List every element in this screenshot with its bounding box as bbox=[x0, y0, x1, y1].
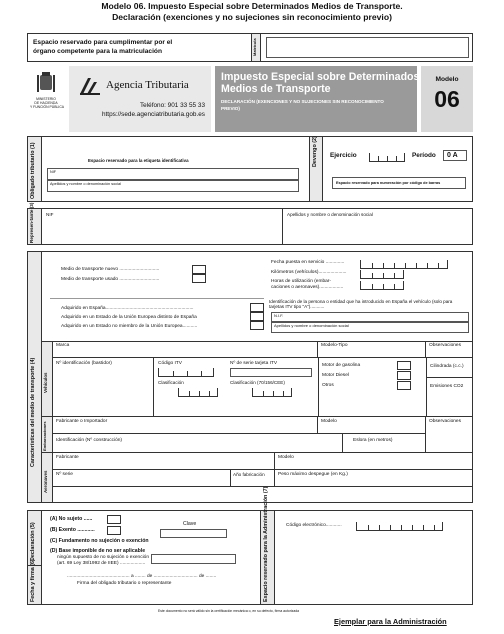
tax-banner-subtitle-line2: PREVIO) bbox=[221, 106, 240, 111]
nuevo-label: Medio de transporte nuevo .............................. bbox=[61, 267, 160, 272]
emisiones-label: Emisiones CO2 bbox=[430, 384, 464, 389]
caracteristicas-section-label: Características del medio de transporte (4) bbox=[30, 357, 36, 467]
serie-itv-label: Nº de serie tarjeta ITV bbox=[230, 361, 278, 366]
barcode-area bbox=[332, 177, 466, 189]
aeronave-peso-field[interactable] bbox=[275, 470, 472, 487]
aeronave-modelo-label: Modelo bbox=[278, 455, 294, 460]
horas-label: Horas de utilización (embar- bbox=[271, 279, 331, 284]
agency-url[interactable]: https://sede.agenciatributaria.gob.es bbox=[101, 111, 205, 118]
modelo-badge bbox=[421, 66, 473, 132]
fabricante-importador-field[interactable] bbox=[53, 417, 318, 434]
base-label-line3: (art. 69 Ley 38/1992 de IIEE) ................... bbox=[57, 561, 146, 566]
representante-section bbox=[27, 202, 473, 245]
eslora-field[interactable] bbox=[343, 434, 426, 452]
serie-itv-field[interactable] bbox=[230, 368, 312, 377]
periodo-field[interactable] bbox=[443, 150, 467, 161]
representante-name-label: Apellidos y nombre o denominación social bbox=[287, 212, 373, 217]
ministry-line1: MINISTERIO bbox=[36, 97, 56, 101]
usado-label: Medio de transporte usado .............................. bbox=[61, 277, 160, 282]
bastidor-label: Nº identificación (bastidor) bbox=[56, 361, 112, 366]
aeronave-serie-label: Nº serie bbox=[56, 472, 73, 477]
embarcaciones-group bbox=[42, 417, 472, 453]
fundamento-label: (C) Fundamento no sujeción o exención bbox=[50, 538, 149, 544]
modelo-tipo-label: Modelo-Tipo bbox=[321, 343, 348, 348]
clasificacion-field[interactable] bbox=[178, 388, 218, 397]
administracion-section-label: Espacio reservado para la Administración (7) bbox=[263, 486, 269, 602]
ident-nif-label: N.I.F. bbox=[274, 313, 284, 318]
matriculation-reserved-box bbox=[27, 33, 473, 62]
aeronave-ano-field[interactable] bbox=[231, 470, 275, 487]
adq-no-ue-checkbox[interactable] bbox=[250, 321, 264, 330]
otros-label: Otros bbox=[322, 383, 334, 388]
nuevo-checkbox[interactable] bbox=[192, 265, 206, 274]
usado-checkbox[interactable] bbox=[192, 274, 206, 283]
declaracion-tab bbox=[28, 511, 42, 566]
adq-espana-checkbox[interactable] bbox=[250, 303, 264, 312]
aeronaves-label: Aeronaves bbox=[43, 470, 48, 493]
footer-note: Este documento no será válido sin la certificación mecánica o, en su defecto, firma autorizada bbox=[158, 609, 299, 613]
construccion-field[interactable] bbox=[53, 434, 343, 452]
no-sujeto-checkbox[interactable] bbox=[107, 515, 121, 524]
ministry-line3: Y FUNCIÓN PÚBLICA bbox=[30, 105, 65, 109]
modelo-number: 06 bbox=[434, 86, 460, 112]
aeronave-ano-label: Año fabricación bbox=[233, 472, 265, 477]
representante-nif-field[interactable] bbox=[42, 209, 283, 244]
adq-ue-checkbox[interactable] bbox=[250, 312, 264, 321]
vehiculos-label: Vehículos bbox=[43, 372, 48, 393]
coat-of-arms-icon bbox=[37, 72, 55, 96]
exento-label: (B) Exento ............ bbox=[50, 527, 95, 533]
km-field[interactable] bbox=[360, 270, 404, 279]
codigo-electronico-field[interactable] bbox=[356, 522, 443, 531]
construccion-label: Identificación (Nº construcción) bbox=[56, 438, 123, 443]
base-label-line2: ningún supuesto de no sujeción o exención bbox=[57, 555, 150, 560]
devengo-section-label: Devengo (2) bbox=[312, 136, 318, 167]
matricula-field[interactable] bbox=[266, 37, 469, 58]
codigo-itv-label: Código ITV bbox=[158, 361, 182, 366]
firma-tab bbox=[28, 559, 42, 604]
firma-section-label: Fecha y firma (6) bbox=[30, 559, 36, 602]
obligado-name-label: Apellidos y nombre o denominación social bbox=[50, 182, 121, 186]
clasificacion-ce-field[interactable] bbox=[252, 388, 292, 397]
marca-label: Marca bbox=[56, 343, 70, 348]
caracteristicas-tab bbox=[28, 252, 42, 502]
embarcaciones-label: Embarcaciones bbox=[42, 421, 47, 451]
representante-tab bbox=[28, 202, 42, 244]
aeronave-modelo-field[interactable] bbox=[275, 453, 472, 470]
embarcaciones-tab bbox=[42, 417, 53, 452]
label-area-caption: Espacio reservado para la etiqueta identificativa bbox=[88, 158, 189, 163]
clave-label: Clave bbox=[183, 521, 197, 527]
diesel-label: Motor Diesel bbox=[322, 373, 349, 378]
embarcacion-observaciones-label: Observaciones bbox=[429, 419, 461, 424]
periodo-label: Período bbox=[412, 152, 436, 159]
embarcacion-modelo-label: Modelo bbox=[321, 419, 337, 424]
clasificacion-label: Clasificación bbox=[158, 380, 184, 385]
adq-ue-label: Adquirido en un Estado de la Unión Europea distinto de España bbox=[61, 315, 197, 320]
fabricante-importador-label: Fabricante o Importador bbox=[56, 419, 108, 424]
agency-phone: Teléfono: 901 33 55 33 bbox=[139, 102, 205, 109]
obligado-section bbox=[27, 136, 473, 202]
modelo-label: Modelo bbox=[435, 76, 459, 83]
motor-extra bbox=[426, 358, 472, 416]
bastidor-field[interactable] bbox=[53, 358, 154, 416]
divider bbox=[427, 377, 473, 378]
barcode-note: Espacio reservado para numeración por código de barras bbox=[336, 181, 441, 185]
clasificacion-ce-label: Clasificación (70/156/CEE) bbox=[230, 380, 285, 385]
aeronaves-tab bbox=[42, 453, 53, 502]
km-label: Kilómetros (vehículos)..................... bbox=[271, 270, 347, 275]
agency-logo-icon bbox=[80, 77, 100, 95]
ejercicio-field[interactable] bbox=[369, 153, 405, 162]
adq-espana-label: Adquirido en España.................................................................. bbox=[61, 306, 194, 311]
cilindrada-label: Cilindrada (c.c.) bbox=[430, 364, 464, 369]
modelo-tipo-field[interactable] bbox=[318, 342, 426, 358]
obligado-section-label: Obligado tributario (1) bbox=[30, 142, 36, 199]
reserved-text-line2: órgano competente para la matriculación bbox=[33, 48, 162, 55]
matricula-side-tab bbox=[251, 34, 261, 61]
aeronave-serie-field[interactable] bbox=[53, 470, 231, 487]
base-imponible-field[interactable] bbox=[151, 554, 236, 564]
no-sujeto-label: (A) No sujeto ...... bbox=[50, 516, 93, 522]
codigo-electronico-label: Código electrónico............ bbox=[286, 523, 342, 528]
marca-field[interactable] bbox=[53, 342, 318, 358]
otros-checkbox[interactable] bbox=[397, 381, 411, 390]
declaracion-section bbox=[27, 486, 473, 605]
ident-name-label: Apellidos y nombre o denominación social bbox=[274, 323, 349, 328]
ident-name-field[interactable] bbox=[271, 322, 469, 333]
representante-nif-label: NIF bbox=[46, 212, 54, 217]
base-label-line1: (D) Base imponible de no ser aplicable bbox=[50, 548, 146, 554]
matricula-label: Matrícula bbox=[252, 38, 257, 56]
obligado-nif-field[interactable] bbox=[47, 168, 299, 180]
tax-banner-title-line2: Medios de Transporte bbox=[221, 83, 331, 95]
ident-note: Identificación de la persona o entidad que ha introducido en España el vehículo (solo para tarjetas ITV tipo "A")........... bbox=[269, 299, 453, 310]
reserved-text-line1: Espacio reservado para cumplimentar por el bbox=[33, 39, 173, 46]
codigo-itv-field[interactable] bbox=[158, 368, 214, 377]
embarcacion-modelo-field[interactable] bbox=[318, 417, 426, 434]
administracion-tab bbox=[261, 486, 275, 604]
obligado-nif-label: NIF bbox=[50, 170, 57, 174]
divider bbox=[50, 298, 264, 299]
agency-panel bbox=[69, 66, 211, 132]
ministry-line2: DE HACIENDA bbox=[34, 101, 58, 105]
copy-label: Ejemplar para la Administración bbox=[334, 617, 447, 626]
caracteristicas-section bbox=[27, 251, 473, 503]
vehiculo-observaciones-field[interactable] bbox=[426, 342, 472, 358]
form-title-line2: Declaración (exenciones y no sujeciones sin reconocimiento previo) bbox=[112, 12, 392, 22]
administracion-area bbox=[260, 486, 472, 604]
firma-date-line[interactable]: ............................................... a ........ de ................................. de ........ bbox=[67, 574, 217, 579]
diesel-checkbox[interactable] bbox=[397, 371, 411, 380]
vehiculos-tab bbox=[42, 342, 53, 416]
aeronave-fabricante-field[interactable] bbox=[53, 453, 275, 470]
vehiculos-group bbox=[42, 341, 472, 417]
gasolina-checkbox[interactable] bbox=[397, 361, 411, 370]
form-title-line1: Modelo 06. Impuesto Especial sobre Determinados Medios de Transporte. bbox=[101, 1, 403, 11]
tax-banner bbox=[215, 66, 420, 132]
ident-nif-field[interactable] bbox=[271, 312, 469, 322]
vehiculo-observaciones-label: Observaciones bbox=[429, 343, 461, 348]
obligado-name-field[interactable] bbox=[47, 180, 299, 192]
tax-banner-subtitle-line1: DECLARACIÓN (EXENCIONES Y NO SUJECIONES SIN RECONOCIMIENTO bbox=[221, 99, 384, 104]
devengo-tab bbox=[309, 137, 323, 201]
exento-checkbox[interactable] bbox=[107, 526, 121, 535]
clave-field[interactable] bbox=[160, 529, 227, 538]
fecha-label: Fecha puesta en servicio .............. bbox=[271, 260, 345, 265]
aeronaves-group bbox=[42, 453, 472, 502]
gasolina-label: Motor de gasolina bbox=[322, 363, 361, 368]
firma-caption: Firma del obligado tributario o representante bbox=[77, 581, 172, 586]
horas-label2: caciones o aeronaves).................. bbox=[271, 285, 344, 290]
agency-header bbox=[27, 66, 473, 132]
fecha-field[interactable] bbox=[360, 260, 448, 269]
adq-no-ue-label: Adquirido en un Estado no miembro de la Unión Europea........... bbox=[61, 324, 198, 329]
ejercicio-label: Ejercicio bbox=[330, 152, 357, 159]
obligado-tab bbox=[28, 137, 42, 201]
representante-section-label: Represen-tante (3) bbox=[29, 202, 34, 243]
periodo-value: 0 A bbox=[447, 152, 458, 159]
tax-banner-title-line1: Impuesto Especial sobre Determinados bbox=[221, 71, 420, 83]
aeronave-fabricante-label: Fabricante bbox=[56, 455, 79, 460]
divider bbox=[318, 358, 319, 416]
aeronave-peso-label: Peso máximo despegue (en Kg.) bbox=[278, 472, 348, 477]
horas-field[interactable] bbox=[360, 281, 404, 290]
declaracion-section-label: Declaración (5) bbox=[30, 522, 36, 561]
embarcacion-observaciones-field[interactable] bbox=[426, 417, 472, 452]
eslora-label: Eslora (en metros) bbox=[353, 438, 393, 443]
agency-name: Agencia Tributaria bbox=[106, 79, 189, 91]
